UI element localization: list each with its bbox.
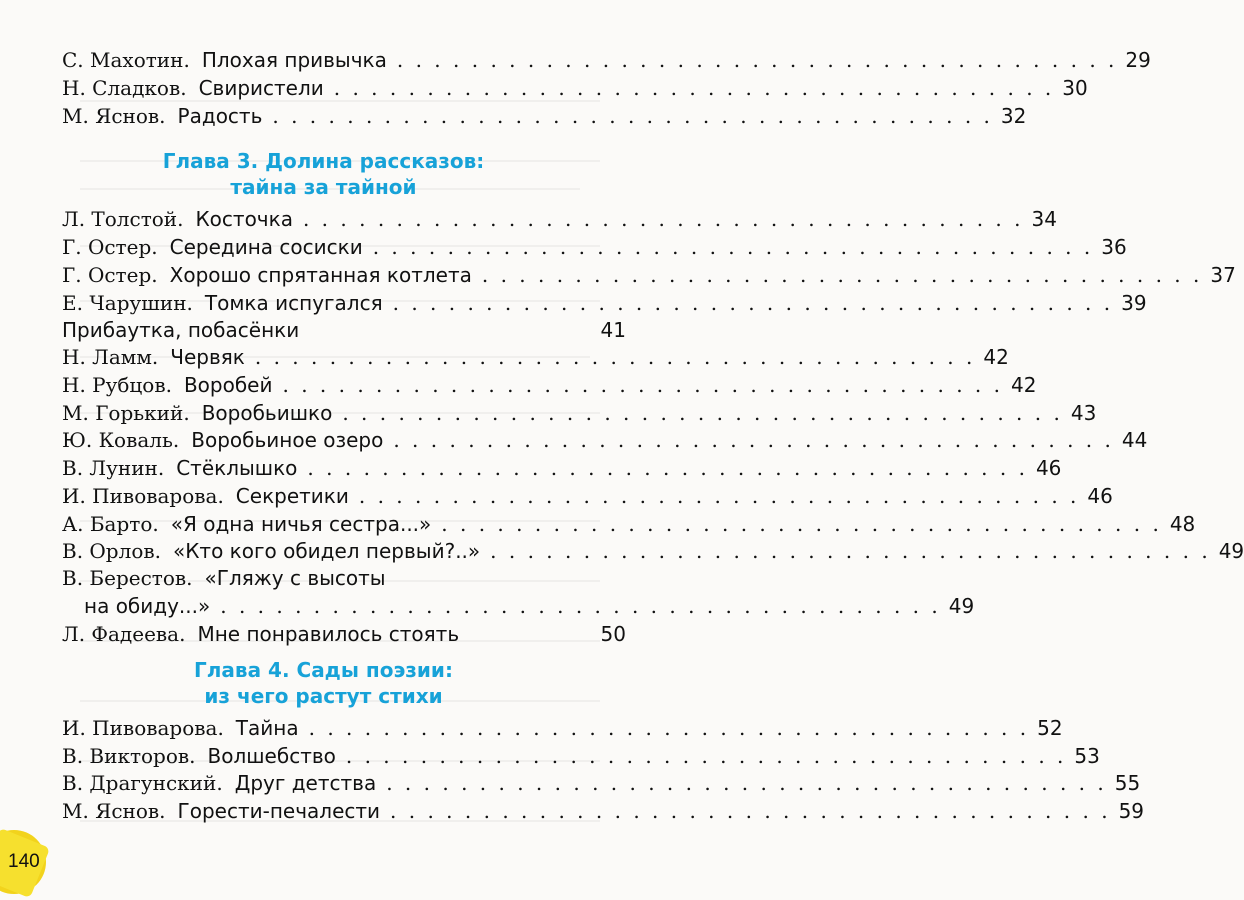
entry-title: Прибаутка, побасёнки <box>62 318 300 342</box>
toc-entry[interactable] <box>62 769 1141 797</box>
entry-author: Н. Ламм. <box>62 345 159 369</box>
entry-author: С. Махотин. <box>62 48 190 72</box>
entry-title: Стёклышко <box>176 456 298 480</box>
toc-entry[interactable] <box>62 482 1113 510</box>
entry-page: 53 <box>1074 744 1100 768</box>
leader-dots: . . . . . . . . . . . . . . . . . . . . . . . . . . . . . . . . . . . . . . . <box>302 207 1024 231</box>
entry-title: «Я одна ничья сестра...» <box>170 512 432 536</box>
entry-page: 42 <box>983 345 1009 369</box>
entry-author: В. Драгунский. <box>62 771 223 795</box>
leader-dots: . . . . . . . . . . . . . . . . . . . . . . . . . . . . . . . . . . . . . . . <box>307 456 1028 480</box>
toc-entry[interactable] <box>62 289 1147 317</box>
entry-author: Г. Остер. <box>62 235 158 259</box>
toc-entry[interactable] <box>62 316 626 344</box>
leader-dots: . . . . . . . . . . . . . . . . . . . . . . . . . . . . . . . . . . . . . . . <box>220 594 941 618</box>
entry-title: Косточка <box>195 207 293 231</box>
entry-title: Середина сосиски <box>169 235 363 259</box>
entry-title: Горести-печалести <box>177 799 381 823</box>
toc-entry[interactable] <box>62 564 626 592</box>
entry-author: Ю. Коваль. <box>62 428 180 452</box>
entry-title: Свиристели <box>198 76 324 100</box>
toc-entry[interactable] <box>62 454 1062 482</box>
chapter-3-heading-line1: Глава 3. Долина рассказов: <box>162 149 485 173</box>
entry-title: Секретики <box>235 484 349 508</box>
entry-title: Мне понравилось стоять <box>197 622 460 646</box>
leader-dots: . . . . . . . . . . . . . . . . . . . . . . . . . . . . . . . . . . . . . . . <box>342 401 1063 425</box>
entry-page: 49 <box>1218 539 1244 563</box>
entry-title: Друг детства <box>234 771 377 795</box>
toc-entry[interactable] <box>62 510 1196 538</box>
entry-title: Воробьиное озеро <box>191 428 384 452</box>
entry-author: Н. Рубцов. <box>62 373 172 397</box>
leader-dots: . . . . . . . . . . . . . . . . . . . . . . . . . . . . . . . . . . . . . . . <box>386 771 1107 795</box>
toc-entry[interactable] <box>62 537 1244 565</box>
entry-page: 30 <box>1062 76 1088 100</box>
entry-page: 29 <box>1125 48 1151 72</box>
entry-title: Томка испугался <box>204 291 383 315</box>
toc-entry[interactable] <box>62 399 1097 427</box>
entry-title: Червяк <box>170 345 245 369</box>
entry-page: 59 <box>1118 799 1145 823</box>
toc-entry[interactable] <box>62 205 1057 233</box>
entry-author: И. Пивоварова. <box>62 484 224 508</box>
leader-dots: . . . . . . . . . . . . . . . . . . . . . . . . . . . . . . . . . . . . . . . <box>345 744 1067 768</box>
entry-page: 32 <box>1000 104 1027 128</box>
entry-title: Тайна <box>235 716 299 740</box>
leader-dots: . . . . . . . . . . . . . . . . . . . . . . . . . . . . . . . . . . . . . . . <box>254 345 976 369</box>
page-number: 140 <box>8 851 40 872</box>
entry-title: Хорошо спрятанная котлета <box>169 263 472 287</box>
entry-author: Л. Толстой. <box>62 207 184 231</box>
entry-author: Л. Фадеева. <box>62 622 186 646</box>
entry-title: Воробьишко <box>201 401 333 425</box>
entry-page: 52 <box>1037 716 1063 740</box>
toc-entry[interactable] <box>62 426 1148 454</box>
entry-author: М. Горький. <box>62 401 190 425</box>
entry-title: Волшебство <box>207 744 336 768</box>
entry-author: А. Барто. <box>62 512 159 536</box>
entry-page: 46 <box>1035 456 1062 480</box>
entry-author: В. Викторов. <box>62 744 196 768</box>
entry-title: на обиду...» <box>84 594 211 618</box>
toc-entry[interactable] <box>62 797 1145 825</box>
leader-dots: . . . . . . . . . . . . . . . . . . . . . . . . . . . . . . . . . . . . . . . <box>390 799 1111 823</box>
entry-author: В. Лунин. <box>62 456 165 480</box>
leader-dots: . . . . . . . . . . . . . . . . . . . . . . . . . . . . . . . . . . . . . . . <box>481 263 1203 287</box>
toc-entry-continuation[interactable] <box>84 592 975 620</box>
toc-entry[interactable] <box>62 620 626 648</box>
toc-entry[interactable] <box>62 371 1037 399</box>
entry-page: 50 <box>600 622 626 646</box>
toc-entry[interactable] <box>62 74 1088 102</box>
leader-dots: . . . . . . . . . . . . . . . . . . . . . . . . . . . . . . . . . . . . . . . <box>396 48 1118 72</box>
leader-dots: . . . . . . . . . . . . . . . . . . . . . . . . . . . . . . . . . . . . . . . <box>333 76 1055 100</box>
entry-page: 55 <box>1114 771 1141 795</box>
entry-page: 49 <box>948 594 975 618</box>
entry-author: В. Орлов. <box>62 539 161 563</box>
entry-author: И. Пивоварова. <box>62 716 224 740</box>
entry-title: Плохая привычка <box>201 48 387 72</box>
leader-dots: . . . . . . . . . . . . . . . . . . . . . . . . . . . . . . . . . . . . . . . <box>372 235 1094 259</box>
leader-dots: . . . . . . . . . . . . . . . . . . . . . . . . . . . . . . . . . . . . . . . <box>308 716 1030 740</box>
entry-title: Радость <box>177 104 263 128</box>
entry-page: 37 <box>1210 263 1236 287</box>
entry-page: 36 <box>1101 235 1127 259</box>
entry-author: Г. Остер. <box>62 263 158 287</box>
toc-entry[interactable] <box>62 233 1127 261</box>
entry-page: 34 <box>1031 207 1057 231</box>
entry-page: 44 <box>1121 428 1148 452</box>
entry-page: 42 <box>1011 373 1037 397</box>
leader-dots: . . . . . . . . . . . . . . . . . . . . . . . . . . . . . . . . . . . . . . . <box>490 539 1211 563</box>
entry-page: 39 <box>1121 291 1147 315</box>
toc-entry[interactable] <box>62 343 1009 371</box>
entry-page: 41 <box>600 318 626 342</box>
chapter-4-heading-line2: из чего растут стихи <box>204 684 443 708</box>
toc-entry[interactable] <box>62 102 1027 130</box>
entry-title: Воробей <box>183 373 273 397</box>
leader-dots: . . . . . . . . . . . . . . . . . . . . . . . . . . . . . . . . . . . . . . . <box>358 484 1080 508</box>
toc-entry[interactable] <box>62 46 1151 74</box>
entry-title: «Кто кого обидел первый?..» <box>172 539 481 563</box>
leader-dots: . . . . . . . . . . . . . . . . . . . . . . . . . . . . . . . . . . . . . . . <box>393 428 1114 452</box>
entry-author: М. Яснов. <box>62 104 166 128</box>
toc-entry[interactable] <box>62 261 1236 289</box>
chapter-4-heading-line1: Глава 4. Сады поэзии: <box>194 658 453 682</box>
entry-author: В. Берестов. <box>62 566 193 590</box>
entry-title: «Гляжу с высоты <box>204 566 386 590</box>
entry-author: Е. Чарушин. <box>62 291 193 315</box>
chapter-3-heading-line2: тайна за тайной <box>230 175 417 199</box>
toc-entry[interactable] <box>62 742 1100 770</box>
leader-dots: . . . . . . . . . . . . . . . . . . . . . . . . . . . . . . . . . . . . . . . <box>272 104 993 128</box>
entry-page: 43 <box>1070 401 1097 425</box>
entry-page: 48 <box>1169 512 1196 536</box>
entry-author: М. Яснов. <box>62 799 166 823</box>
page-number-badge <box>0 838 58 888</box>
leader-dots: . . . . . . . . . . . . . . . . . . . . . . . . . . . . . . . . . . . . . . . <box>441 512 1162 536</box>
entry-page: 46 <box>1087 484 1113 508</box>
toc-entry[interactable] <box>62 714 1063 742</box>
leader-dots: . . . . . . . . . . . . . . . . . . . . . . . . . . . . . . . . . . . . . . . <box>282 373 1004 397</box>
entry-author: Н. Сладков. <box>62 76 187 100</box>
leader-dots: . . . . . . . . . . . . . . . . . . . . . . . . . . . . . . . . . . . . . . . <box>392 291 1114 315</box>
